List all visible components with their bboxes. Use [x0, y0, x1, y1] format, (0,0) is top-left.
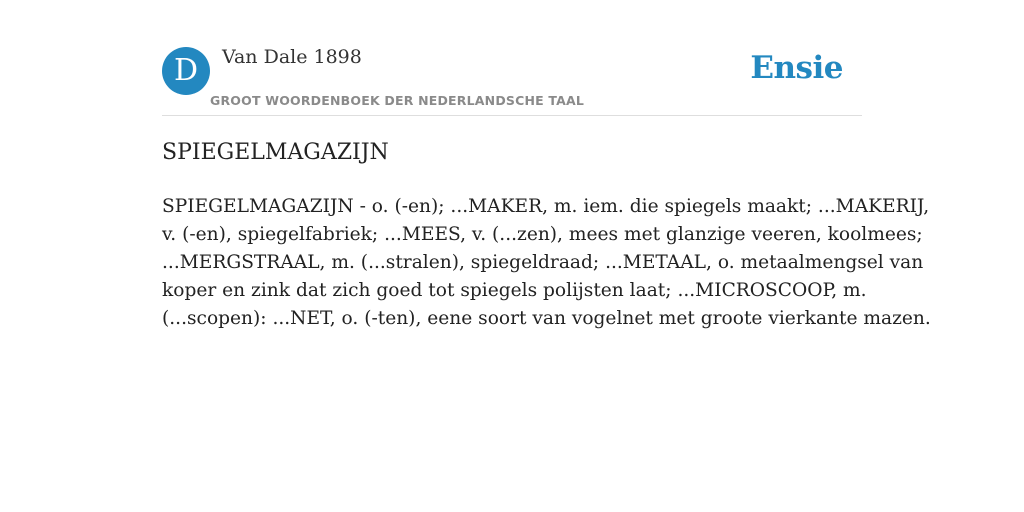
ensie-logo[interactable]: Ensie	[750, 50, 843, 86]
dictionary-name[interactable]: Van Dale 1898	[222, 46, 362, 68]
dictionary-subtitle: GROOT WOORDENBOEK DER NEDERLANDSCHE TAAL	[210, 93, 585, 108]
dictionary-logo[interactable]: D	[162, 47, 210, 95]
definition-line: SPIEGELMAGAZIJN - o. (-en); ...MAKER, m. iem. die spiegels maakt; ...MAKERIJ,	[162, 196, 930, 217]
definition-line: ...MERGSTRAAL, m. (...stralen), spiegeldraad; ...METAAL, o. metaalmengsel van	[162, 252, 924, 273]
entry-title: SPIEGELMAGAZIJN	[162, 140, 389, 165]
dictionary-header	[162, 46, 862, 116]
entry-definition	[162, 193, 931, 333]
definition-line: (...scopen): ...NET, o. (-ten), eene soort van vogelnet met groote vierkante mazen.	[162, 308, 931, 329]
definition-line: v. (-en), spiegelfabriek; ...MEES, v. (...zen), mees met glanzige veeren, koolmees;	[162, 224, 923, 245]
definition-line: koper en zink dat zich goed tot spiegels polijsten laat; ...MICROSCOOP, m.	[162, 280, 867, 301]
